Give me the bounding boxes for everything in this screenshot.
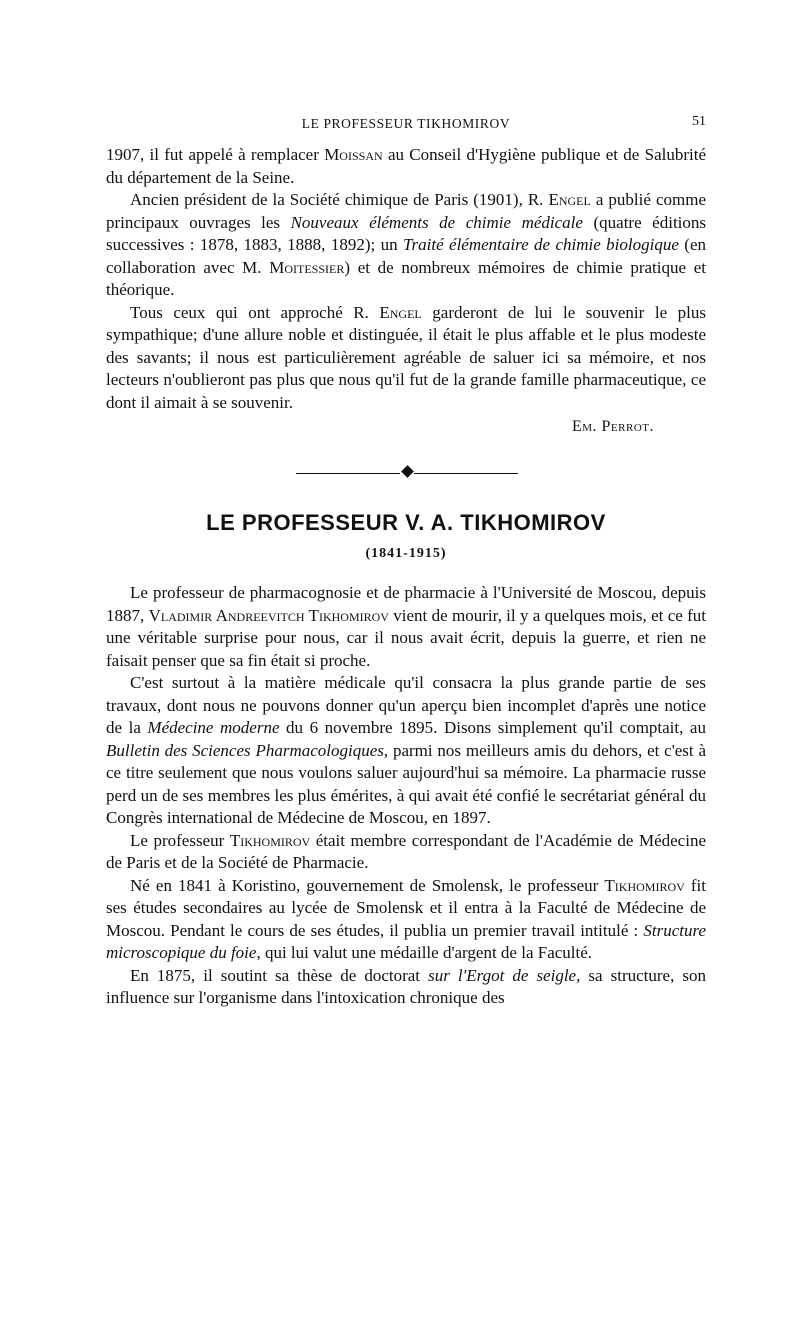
paragraph (106, 189, 706, 302)
article-dates: (1841-1915) (365, 546, 447, 561)
section-separator (106, 462, 706, 486)
work-title: Structure microscopique du foie (106, 920, 706, 962)
person-name: Engel (548, 190, 591, 209)
text-run: 1907, il fut appelé à remplacer (106, 145, 325, 164)
thesis-title: sur l'Ergot de seigle (428, 965, 577, 985)
person-name: Tikhomirov (604, 875, 685, 895)
person-name: Moissan (324, 145, 383, 164)
text-run: au Conseil d'Hygiène publique et de Salubrité du département de la Seine. (106, 145, 707, 187)
paragraph (106, 302, 706, 415)
author-signature: Em. Perrot. (571, 418, 654, 435)
previous-article-ending (106, 144, 706, 438)
document-page (106, 112, 706, 1010)
journal-title: Bulletin des Sciences Pharmacologiques (106, 740, 384, 760)
person-name: Vladimir Andreevitch Tikhomirov (148, 605, 389, 625)
person-name: Tikhomirov (229, 830, 311, 850)
paragraph (106, 830, 706, 875)
text-run: C'est surtout à la matière médicale qu'il consacra la plus grande partie de ses travaux, dont nous ne pouvons donner qu'un aperçu bien incomplet d'après une notice de la (106, 673, 706, 737)
text-run: du 6 novembre 1895. Disons simplement qu'il comptait, au (279, 718, 706, 737)
text-run: , sa structure, son influence sur l'organisme dans l'intoxication chronique des (106, 965, 706, 1007)
page-number: 51 (692, 114, 706, 129)
running-header (106, 112, 706, 136)
text-run: ) et de nombreux mémoires de chimie pratique et théorique. (106, 257, 706, 299)
separator-line-left (296, 473, 400, 474)
text-run: garderont de lui le souvenir le plus sympathique; d'une allure noble et distinguée, il était le plus affable et le plus modeste des savants; il nous est particulièrement agréable de saluer ici sa mémoire, et nos lecteurs n'oublieront pas plus que nous qu'il fut de la grande famille pharmaceutique, ce dont il aimait à se souvenir. (106, 302, 706, 412)
book-title: Traité élémentaire de chimie biologique (403, 235, 679, 254)
paragraph (106, 965, 706, 1010)
text-run: Ancien président de la Société chimique de Paris (1901), R. (130, 190, 549, 209)
text-run: En 1875, il soutint sa thèse de doctorat (130, 965, 429, 985)
paragraph (106, 144, 706, 189)
journal-title: Médecine moderne (147, 718, 280, 737)
person-name: Moitessier (269, 257, 345, 277)
text-run: a publié comme principaux ouvrages les (106, 190, 706, 232)
person-name: Engel (379, 302, 422, 322)
text-run: Tous ceux qui ont approché R. (130, 302, 380, 322)
separator-line-right (414, 473, 518, 474)
text-run: (quatre éditions successives : 1878, 1883, 1888, 1892); un (106, 212, 707, 254)
paragraph (106, 672, 706, 830)
text-run: fit ses études secondaires au lycée de Smolensk et il entra à la Faculté de Médecine de Moscou. Pendant le cours de ses études, il publia un premier travail intitulé : (106, 875, 707, 940)
text-run: , parmi nos meilleurs amis du dehors, et c'est à ce titre seulement que nous voulons saluer aujourd'hui sa mémoire. La pharmacie russe perd un de ses membres les plus émérites, à qui avait été confié le secrétariat général du Congrès international de Médecine de Moscou, en 1897. (106, 740, 707, 827)
article-body (106, 582, 706, 1010)
article-title: LE PROFESSEUR V. A. TIKHOMIROV (206, 510, 606, 535)
paragraph (106, 875, 706, 965)
text-run: (en collaboration avec M. (106, 235, 706, 277)
book-title: Nouveaux éléments de chimie médicale (290, 212, 583, 232)
paragraph (106, 582, 706, 672)
text-run: était membre correspondant de l'Académie de Médecine de Paris et de la Société de Pharmacie. (106, 830, 706, 872)
text-run: Le professeur (130, 830, 230, 850)
text-run: vient de mourir, il y a quelques mois, et ce fut une véritable surprise pour nous, car il nous avait écrit, depuis la guerre, et rien ne faisait penser que sa fin était si proche. (106, 605, 707, 670)
text-run: Né en 1841 à Koristino, gouvernement de Smolensk, le professeur (130, 875, 605, 895)
text-run: Le professeur de pharmacognosie et de pharmacie à l'Université de Moscou, depuis 1887, (106, 583, 706, 625)
text-run: , qui lui valut une médaille d'argent de la Faculté. (256, 943, 593, 962)
running-title: LE PROFESSEUR TIKHOMIROV (301, 116, 511, 131)
diamond-ornament-icon (401, 465, 414, 478)
